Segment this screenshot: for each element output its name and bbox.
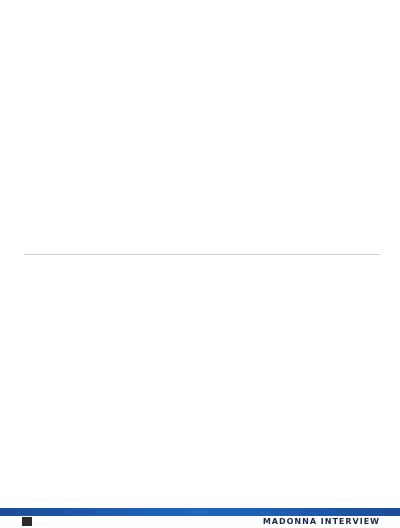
text-column: [206, 24, 289, 248]
footer-title: MADONNA INTERVIEW: [262, 517, 380, 526]
text-tier-top: [24, 24, 380, 248]
text-column: [115, 262, 198, 486]
text-column: [297, 262, 380, 486]
text-column: [297, 24, 380, 248]
tier-divider: [24, 254, 380, 255]
page-number: [22, 517, 32, 526]
text-column: [115, 24, 198, 248]
page-footer: [0, 506, 400, 528]
footer-band: [0, 508, 400, 516]
text-column: [206, 262, 289, 486]
text-column: [24, 262, 107, 486]
text-tier-bottom: [24, 262, 380, 486]
text-column: [24, 24, 107, 248]
